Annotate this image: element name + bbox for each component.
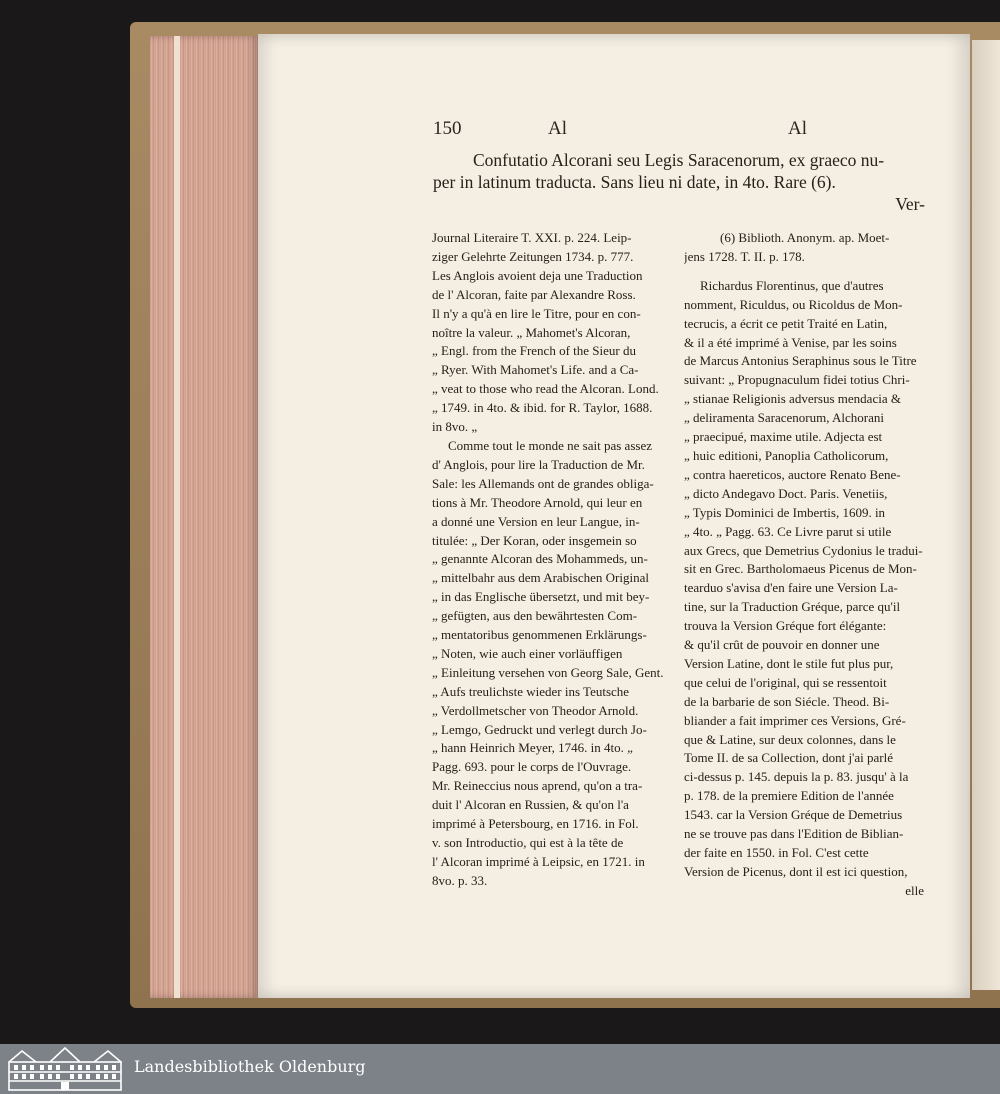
left-column [432, 229, 672, 891]
text-line: „ hann Heinrich Meyer, 1746. in 4to. „ [432, 740, 633, 756]
text-line: duit l' Alcoran en Russien, & qu'on l'a [432, 797, 629, 813]
text-line: Comme tout le monde ne sait pas assez [448, 437, 652, 453]
page-number: 150 [433, 118, 462, 139]
text-line: „ huic editioni, Panoplia Catholicorum, [684, 447, 889, 463]
intro-catchword: Ver- [895, 194, 925, 214]
text-line: trouva la Version Gréque fort élégante: [684, 618, 887, 634]
text-line: & il a été imprimé à Venise, par les soins [684, 334, 897, 350]
text-line: Les Anglois avoient deja une Traduction [432, 267, 643, 283]
text-line: l' Alcoran imprimé à Leipsic, en 1721. in [432, 853, 645, 869]
text-line: que celui de l'original, qui se ressentoit [684, 674, 887, 690]
text-line: „ Aufs treulichste wieder ins Teutsche [432, 683, 630, 699]
text-line: Version de Picenus, dont il est ici question, [684, 863, 908, 879]
text-line: der faite en 1550. in Fol. C'est cette [684, 845, 869, 860]
text-line: „ 4to. „ Pagg. 63. Ce Livre parut si utile [684, 523, 892, 539]
text-line: Mr. Reineccius nous aprend, qu'on a tra- [432, 778, 643, 794]
text-line: a donné une Version en leur Langue, in- [432, 513, 640, 529]
text-line: ci-dessus p. 145. depuis la p. 83. jusqu' à la [684, 769, 909, 785]
text-line: ne se trouve pas dans l'Edition de Biblian- [684, 826, 904, 842]
text-line: „ deliramenta Saracenorum, Alchorani [684, 410, 884, 426]
text-line: Pagg. 693. pour le corps de l'Ouvrage. [432, 759, 632, 775]
footnote-line: (6) Biblioth. Anonym. ap. Moet- [720, 230, 890, 245]
text-line: bliander a fait imprimer ces Versions, Gré- [684, 712, 906, 728]
text-line: aux Grecs, que Demetrius Cydonius le tradui- [684, 542, 923, 558]
text-line: „ Verdollmetscher von Theodor Arnold. [432, 702, 639, 718]
text-line: „ dicto Andegavo Doct. Paris. Venetiis, [684, 485, 888, 501]
library-footer [0, 1044, 1000, 1094]
text-line: d' Anglois, pour lire la Traduction de Mr. [432, 456, 645, 472]
text-line: „ stianae Religionis adversus mendacia & [684, 391, 901, 407]
next-page-edge [972, 40, 1000, 990]
text-line: suivant: „ Propugnaculum fidei totius Chri- [684, 372, 910, 388]
text-line: de la barbarie de son Siécle. Theod. Bi- [684, 693, 890, 709]
text-line: 1543. car la Version Gréque de Demetrius [684, 807, 903, 823]
text-line: „ Ryer. With Mahomet's Life. and a Ca- [432, 362, 639, 378]
text-line: „ Engl. from the French of the Sieur du [432, 343, 636, 359]
text-line: que & Latine, sur deux colonnes, dans le [684, 731, 896, 747]
page-edges [150, 36, 260, 998]
intro-paragraph [433, 149, 925, 215]
text-line: „ mittelbahr aus dem Arabischen Original [432, 570, 649, 586]
intro-line: per in latinum traducta. Sans lieu ni date, in 4to. Rare (6). [433, 172, 836, 192]
text-line: noître la valeur. „ Mahomet's Alcoran, [432, 324, 631, 340]
text-line: „ Einleitung versehen von Georg Sale, Gent. [432, 664, 664, 680]
text-line: „ Noten, wie auch einer vorläuffigen [432, 645, 623, 661]
text-line: tions à Mr. Theodore Arnold, qui leur en [432, 494, 643, 510]
text-line: Tome II. de sa Collection, dont j'ai parlé [684, 750, 894, 766]
text-line: „ 1749. in 4to. & ibid. for R. Taylor, 1688. [432, 400, 653, 416]
text-line: „ veat to those who read the Alcoran. Lond. [432, 381, 659, 397]
text-line: Sale: les Allemands ont de grandes obliga- [432, 475, 654, 491]
text-line: „ Typis Dominici de Imbertis, 1609. in [684, 504, 886, 520]
text-line: „ Lemgo, Gedruckt und verlegt durch Jo- [432, 721, 647, 737]
text-line: & qu'il crût de pouvoir en donner une [684, 637, 880, 653]
catchword: elle [905, 882, 924, 898]
text-line: ziger Gelehrte Zeitungen 1734. p. 777. [432, 248, 634, 264]
library-name: Landesbibliothek Oldenburg [134, 1057, 366, 1076]
header-left-title: Al [548, 118, 567, 139]
text-line: „ genannte Alcoran des Mohammeds, un- [432, 551, 648, 567]
header-right-title: Al [788, 118, 807, 139]
text-line: „ in das Englische übersetzt, und mit bey- [432, 589, 650, 605]
text-line: „ praecipué, maxime utile. Adjecta est [684, 429, 883, 445]
text-line: tine, sur la Traduction Gréque, parce qu'il [684, 599, 901, 615]
text-line: „ gefügten, aus den bewährtesten Com- [432, 608, 638, 624]
intro-line: Confutatio Alcorani seu Legis Saracenorum, ex graeco nu- [473, 150, 885, 170]
running-header [433, 118, 923, 144]
text-line: Journal Literaire T. XXI. p. 224. Leip- [432, 230, 632, 245]
text-line: Version Latine, dont le stile fut plus pur, [684, 655, 894, 671]
text-line: Il n'y a qu'à en lire le Titre, pour en con- [432, 305, 641, 321]
text-line: in 8vo. „ [432, 419, 478, 435]
text-line: p. 178. de la premiere Edition de l'année [684, 788, 894, 804]
right-column [684, 229, 924, 901]
text-line: „ contra haereticos, auctore Renato Bene- [684, 466, 901, 482]
footnote-line: jens 1728. T. II. p. 178. [684, 248, 805, 264]
text-line: „ mentatoribus genommenen Erklärungs- [432, 627, 647, 643]
text-line: imprimé à Petersbourg, en 1716. in Fol. [432, 816, 639, 832]
text-line: v. son Introductio, qui est à la tête de [432, 835, 624, 850]
text-line: de Marcus Antonius Seraphinus sous le Titre [684, 353, 917, 369]
text-line: 8vo. p. 33. [432, 872, 488, 888]
text-line: de l' Alcoran, faite par Alexandre Ross. [432, 286, 636, 302]
library-building-icon [6, 1046, 124, 1092]
text-line: titulée: „ Der Koran, oder insgemein so [432, 532, 637, 548]
text-line: nomment, Riculdus, ou Ricoldus de Mon- [684, 296, 903, 312]
text-line: tecrucis, a écrit ce petit Traité en Latin, [684, 315, 888, 331]
text-line: Richardus Florentinus, que d'autres [700, 277, 884, 293]
text-line: tearduo s'avisa d'en faire une Version La- [684, 580, 898, 596]
text-line: sit en Grec. Bartholomaeus Picenus de Mon- [684, 561, 917, 577]
